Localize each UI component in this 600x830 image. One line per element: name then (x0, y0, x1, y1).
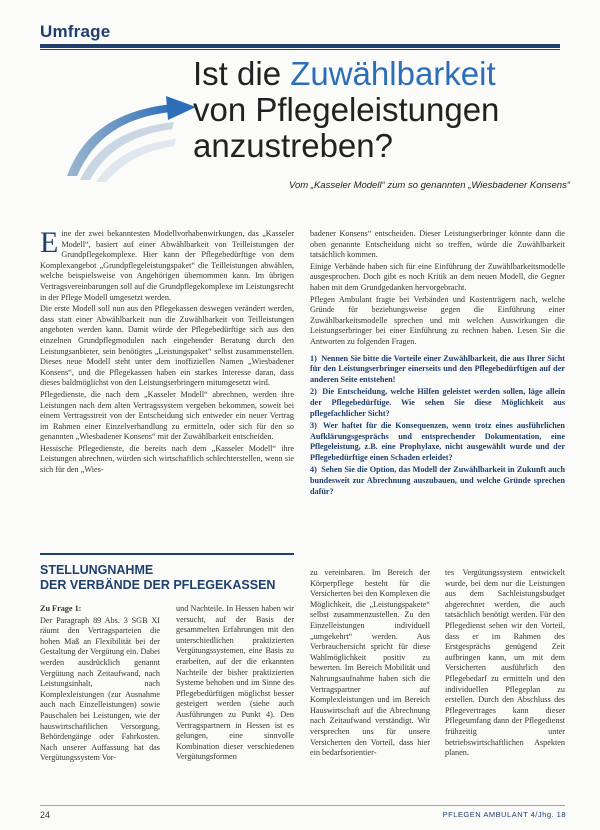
page-title (193, 56, 573, 164)
question-item: 2) Die Entscheidung, welche Hilfen geleistet werden sollen, läge allein der Pflegebedürftige. Wie sehen Sie diese Möglichkeit aus pflegefachlicher Sicht? (310, 387, 565, 418)
swoosh-shape (80, 122, 174, 180)
question-item: 4) Sehen Sie die Option, das Modell der Zuwählbarkeit in Zukunft auch bundesweit zur Abrechnung auszubauen, und welche Gründe sprechen dafür? (310, 465, 565, 496)
footer-rule (40, 805, 565, 806)
title-part: Ist die (193, 55, 291, 92)
paragraph: Eine der zwei bekanntesten Modellvorhabenwirkungen, das „Kasseler Modell“, basiert auf einer Abwählbarkeit von Teilleistungen der Grundpflegekomplexe. Hier kann der Pflegebedürftige von dem Komplexangebot „Grundpflegeleistungspaket“ die Teilleistungen abwählen, welche beispielsweise von Angehörigen übernommen kann. Im übrigen Vertragsvereinbarungen soll auf die Grundpflegekomplexe im Leistungsrecht in der Pflege Modell umgesetzt werden. (40, 226, 294, 302)
rubric-rule (40, 44, 560, 48)
rubric-rule-thin (40, 49, 560, 50)
paragraph: Hessische Pflegedienste, die bereits nach dem „Kasseler Modell“ ihre Leistungen abrechnen, würden sich wirtschaftlich schlechterstellen, wenn sie sich für den „Wies- (40, 443, 294, 475)
statement-column-1 (40, 604, 160, 765)
subheading: Zu Frage 1: (40, 604, 82, 613)
paragraph: Einige Verbände haben sich für eine Einführung der Zuwählbarkeitsmodelle ausgesprochen. Doch gibt es noch Kritik an dem neuen Modell, die Gegner haben mit dem Grundgedanken hervorgebracht. (310, 261, 565, 292)
intro-column-2 (310, 229, 565, 499)
section-divider (40, 553, 294, 555)
statement-column-3 (310, 568, 430, 760)
subtitle: Vom „Kasseler Modell“ zum so genannten „Wiesbadener Konsens“ (288, 180, 570, 191)
paragraph: Der Paragraph 89 Abs. 3 SGB XI räumt den Vertragsparteien die hohen Maß an Flexibilität bei der Gestaltung der Vergütung ein. Dabei werden ausdrücklich genannt Vergütung nach Zeitaufwand, nach Leistungsinhalt, nach Komplexleistungen (zur Ausnahme auch nach Einzelleistungen) sowie Pauschalen bei Leistungen, wie der hauswirtschaftlichen Versorgung, Behördengänge oder Fahrkosten. Nach unserer Auffassung hat das Vergütungssystem Vor- (40, 615, 160, 763)
footer-source: PFLEGEN AMBULANT 4/Jhg. 18 (442, 810, 566, 819)
statement-column-4 (445, 568, 565, 760)
section-heading: STELLUNGNAHME DER VERBÄNDE DER PFLEGEKASSEN (40, 563, 276, 592)
paragraph: badener Konsens“ entscheiden. Dieser Leistungserbringer könnte dann die oben genannte Entscheidung nicht so treffen, würde die Zuwählbarkeit tatsächlich kommen. (310, 229, 565, 260)
paragraph: Pflegedienste, die nach dem „Kasseler Modell“ abrechnen, werden ihre Leistungen nach dem alten Vertragssystem vergeben bekommen, soweit bei einem Vertragsstreit von der Entscheidung sich entweder ein neuer Vertrag im Rahmen einer Einzelverhandlung zu ermitteln, oder sich für den so genannten „Wiesbadener Konsens“ mit der Zuwählbarkeit entscheiden. (40, 389, 294, 442)
arrow-illustration (62, 76, 197, 186)
section-rubric: Umfrage (40, 22, 111, 41)
paragraph: tes Vergütungssystem entwickelt wurde, bei dem nur die Leistungen aus dem Sachleistungsbudget abgerechnet werden, die auch tatsächlich benötigt werden. Für den Pflegedienst sehen wir den Vorteil, dass er im Rahmen des Erstgesprächs genügend Zeit aufbringen kann, um mit dem Versicherten ausführlich den Pflegebedarf zu ermitteln und den individuellen Pflegeplan zu erstellen. Durch den Abschluss des Pflegevertrages kann dieser Pflegeumfang dann der Pflegedienst frühzeitig unter betriebswirtschaftlichen Aspekten planen. (445, 568, 565, 758)
title-highlight: Zuwählbarkeit (290, 55, 496, 92)
paragraph: zu vereinbaren. Im Bereich der Körperpflege besteht für die Versicherten bei den Komplexen die Möglichkeit, die „Leistungspakete“ selbst zusammenzustellen. Zu den Einzelleistungen individuell „umgekehrt“ werden. Aus Verbrauchersicht spricht für diese Wahlmöglichkeit positiv zu bewerten. Im Bereich Mobilität und Nahrungsaufnahme haben sich die Vertragspartner auf Komplexleistungen und im Bereich Hauswirtschaft auf die Abrechnung nach Zeitaufwand verständigt. Wir versprechen uns für unsere Versicherten den Vorteil, dass hier ein bedarfsorientier- (310, 568, 430, 758)
title-line: anzustreben? (193, 127, 393, 164)
question-item: 3) Wer haftet für die Konsequenzen, wenn trotz eines ausführlichen Aufklärungsgesprächs und entsprechender Dokumentation, eine Pflegeleistung, z.B. eine Prophylaxe, nicht ausgewählt wurde und der Pflegebedürftige einen Schaden erleidet? (310, 421, 565, 462)
page-number: 24 (40, 810, 51, 820)
paragraph: Pflegen Ambulant fragte bei Verbänden und Kostenträgern nach, welche Gründe für beziehungsweise gegen die Einführung einer Zuwählbarkeitsmodelle sprechen und mit welchen Auswirkungen die Leistungserbringer bei einer Einführung zu rechnen haben. Lesen Sie die Antworten zu folgenden Fragen. (310, 294, 565, 346)
paragraph: und Nachteile. In Hessen haben wir versucht, auf der Basis der gesammelten Erfahrungen mit den unterschiedlichen praktizierten Vergütungssystemen, eine Basis zu erarbeiten, auf der die erkannten Nachteile der bisher praktizierten Systeme behoben und im Sinne des Pflegebedürftigen möglichst besser gesteigert werden (siehe auch Ausführungen zu Punkt 4). Den Vertragspartnern in Hessen ist es gelungen, eine sinnvolle Kombination dieser verschiedenen Vergütungsformen (176, 604, 294, 762)
intro-column-1 (40, 226, 294, 477)
statement-column-2 (176, 604, 294, 764)
drop-cap: E (40, 226, 59, 259)
paragraph: Die erste Modell soll nun aus den Pflegekassen deswegen verändert werden, dass statt einer Abwählbarkeit nun die Zuwählbarkeit von Teilleistungen angeboten werden kann. Damit würde der Pflegebedürftige sich aus den einzelnen Grundpflegmodulen nach eingehender Beratung durch den Leistungsanbieter, sein benötigtes „Leistungspaket“ selbst zusammenstellen. Dieses neue Modell steht unter dem inoffiziellen Namen „Wiesbadener Konsens“, und die Pflegekassen haben ein starkes Interesse daran, dass dieses baldmöglichst von den Leistungserbringern mitumgesetzt wird. (40, 304, 294, 388)
question-item: 1) Nennen Sie bitte die Vorteile einer Zuwählbarkeit, die aus Ihrer Sicht für den Leistungserbringer einerseits und den Pflegebedürftigen auf der anderen Seite entstehen! (310, 353, 566, 384)
arrow-head-icon (166, 96, 196, 120)
title-line: von Pflegeleistungen (193, 91, 500, 128)
